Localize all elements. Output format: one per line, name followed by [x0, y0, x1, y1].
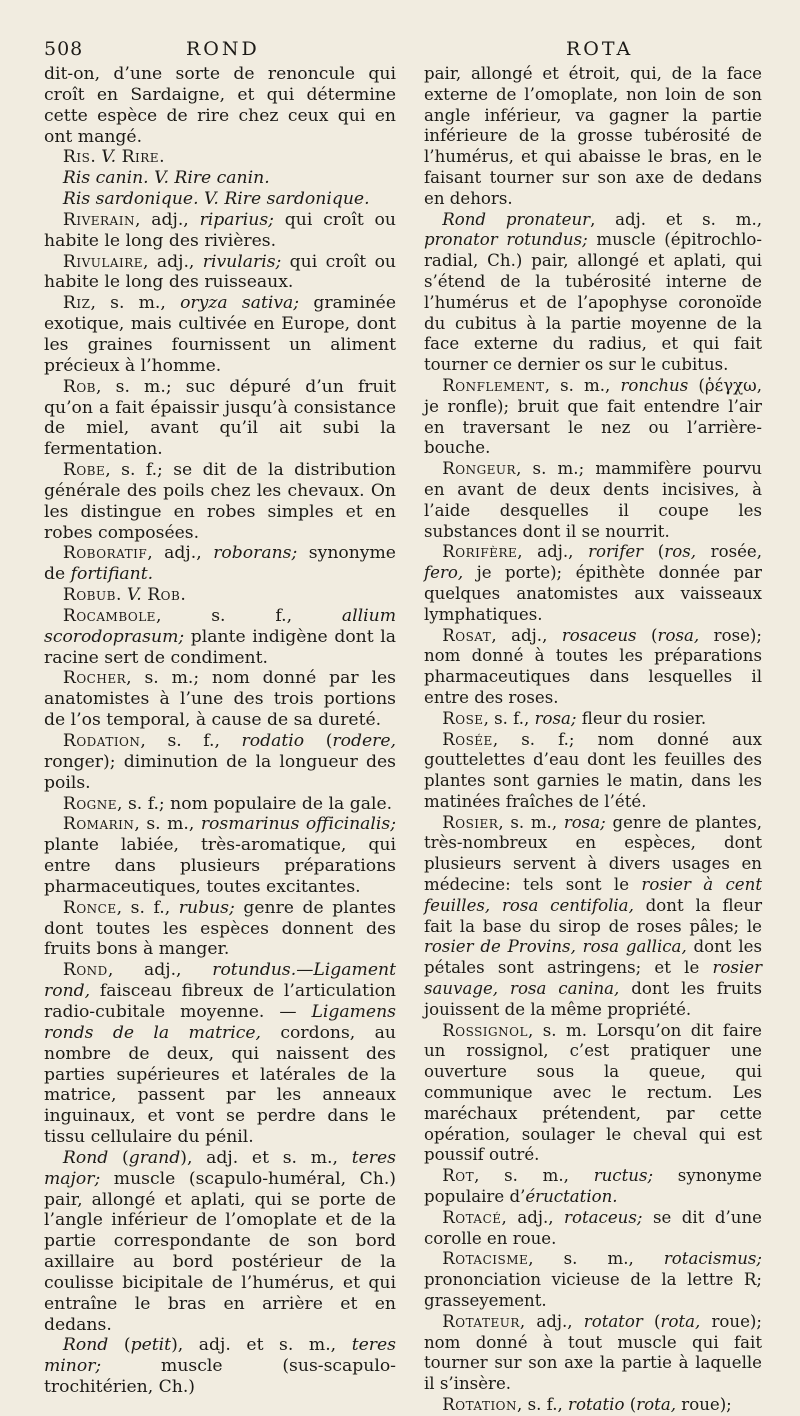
entry-rocher [44, 668, 396, 731]
entry-text: , s. m., [544, 375, 621, 395]
entry-text: , s. f., [517, 1395, 569, 1414]
entry-text: , adj., [501, 1207, 565, 1227]
entry-text: dit-on, d’une sorte de renoncule qui croît en Sardaigne, et qui détermine cette espèce de rire chez ceux qui en ont mangé. [44, 64, 396, 147]
entry-rorifere [424, 542, 762, 625]
entry-text: , adj., [134, 209, 200, 230]
italic-text: petit [130, 1335, 172, 1356]
headword: Robe [62, 460, 106, 481]
entry-text: muscle (scapulo-huméral, Ch.) pair, allongé et aplati, qui se porte de l’angle inférieur de l’omoplate et de la partie correspondante de son bord axillaire au bord postérieur de la coulisse bicipitale de l’humérus, et qui entraîne le bras en arrière et en dedans. [44, 1168, 396, 1335]
entry-text: rose); nom donné à toutes les préparations pharmaceutiques dans lesquelles il entre des roses. [424, 625, 762, 707]
left-column [44, 64, 396, 1398]
entry-text: , adj., [107, 960, 213, 981]
italic-text: rotundus.—Ligament rond, [44, 960, 396, 1002]
entry-text: , s. m., [528, 1249, 664, 1269]
italic-text: Rond [62, 1335, 109, 1356]
left-running-head: ROND [186, 38, 260, 60]
italic-text: fortifiant. [70, 564, 154, 585]
headword: Rorifère [442, 542, 518, 562]
entry-ris [44, 147, 396, 168]
entry-rotacisme [424, 1249, 762, 1311]
entry-text: je porte); épithète donnée par quelques anatomistes aux vaisseaux lymphatiques. [424, 563, 762, 624]
entry-text: graminée exotique, mais cultivée en Europe, dont les graines fournissent un aliment précieux à l’homme. [44, 293, 396, 376]
italic-text: rota, [660, 1311, 701, 1331]
italic-text: rodatio [241, 731, 305, 751]
entry-cont [424, 64, 762, 210]
entry-text: dont les pétales sont astringens; et le [424, 937, 762, 978]
headword: Rob [62, 376, 97, 397]
italic-text: rosmarinus officinalis; [200, 814, 396, 835]
entry-ris-sardonique [44, 189, 396, 210]
italic-text: Rond pronateur [442, 209, 591, 229]
entry-text: , s. m.; suc dépuré d’un fruit qu’on a fait épaissir jusqu’à consistance de miel, avant qu’il ait subi la fermentation. [44, 376, 396, 460]
entry-text: , s. f.; nom populaire de la gale. [117, 793, 393, 814]
italic-text: V. [126, 585, 142, 606]
italic-text: rorifer [588, 542, 644, 562]
headword: Rire [121, 147, 160, 168]
headword: Rot [442, 1166, 475, 1186]
headword: Rosier [442, 812, 499, 832]
entry-rond-grand [44, 1148, 396, 1336]
entry-text: , s. m., [498, 812, 564, 832]
entry-text: , adj. et s. m., [590, 209, 762, 229]
headword: Robub [62, 585, 116, 606]
page-number: 508 [44, 38, 84, 60]
headword: Rose [442, 708, 484, 728]
running-header [0, 38, 800, 66]
entry-text: ronger); diminution de la longueur des poils. [44, 751, 396, 793]
entry-text: dont les fruits jouissent de la même propriété. [424, 979, 763, 1019]
italic-text: rotaceus; [564, 1207, 643, 1227]
italic-text: allium scorodoprasum; [44, 605, 396, 647]
entry-text: pair, allongé et étroit, qui, de la face externe de l’omoplate, non loin de son angle inférieur, va gagner la partie inférieure de la grosse tubérosité de l’humérus, et qui abaisse le bras, en le faisant tourner sur son axe de dedans en dehors. [424, 64, 762, 208]
italic-text: éructation. [525, 1187, 618, 1207]
entry-text: ), adj. et s. m., [180, 1147, 352, 1168]
italic-text: ronchus [620, 375, 689, 395]
entry-text: muscle (sus-scapulo-trochitérien, Ch.) [44, 1356, 396, 1398]
italic-text: rodere, [332, 731, 396, 751]
headword: Rosée [442, 729, 493, 749]
entry-text: roue); [676, 1395, 732, 1414]
italic-text: rotator [583, 1311, 643, 1331]
entry-text: plante indigène dont la racine sert de condiment. [44, 626, 396, 668]
entry-riz [44, 293, 396, 376]
italic-text: oryza sativa; [180, 293, 300, 314]
entry-ris-canin [44, 168, 396, 189]
italic-text: ructus; [593, 1166, 654, 1186]
headword: Rossignol [442, 1020, 528, 1040]
entry-rossignol [424, 1021, 762, 1167]
headword: Ris [62, 147, 91, 168]
entry-riverain [44, 210, 396, 252]
entry-rongeur [424, 459, 762, 542]
headword: Rotacé [442, 1207, 502, 1227]
entry-ronflement [424, 376, 762, 459]
headword: Rosat [442, 625, 492, 645]
entry-text: . [115, 585, 127, 606]
entry-text: . [180, 585, 186, 606]
headword: Rogne [62, 793, 118, 814]
entry-text: ( [108, 1147, 129, 1168]
italic-text: rosier sauvage, rosa canina, [424, 958, 762, 999]
italic-text: rivularis; [202, 251, 282, 272]
entry-text: , s. f., [483, 708, 535, 728]
entry-text: , adj., [491, 625, 562, 645]
entry-rosier [424, 813, 762, 1021]
entry-text: , s. m., [474, 1166, 594, 1186]
entry-text: , adj., [143, 251, 203, 272]
entry-rosee [424, 730, 762, 813]
entry-text: ( [642, 1311, 661, 1331]
italic-text: V. [101, 147, 117, 168]
italic-text: rosa; [534, 708, 577, 728]
entry-text: , s. f., [155, 605, 342, 626]
entry-text: (ῥέγχω, je ronfle); bruit que fait entendre l’air en traversant le nez ou l’arrière-bouche. [424, 375, 762, 458]
entry-cont [44, 64, 396, 147]
entry-text: ( [304, 731, 333, 751]
headword: Rodation [62, 731, 141, 751]
entry-text: muscle (épitrochlo-radial, Ch.) pair, allongé et aplati, qui s’étend de la tubérosité interne de l’humérus et de l’apophyse coronoïde du cubitus à la partie moyenne de la face externe du radius, et qui fait tourner ce dernier os sur le cubitus. [424, 230, 763, 375]
italic-text: teres minor; [44, 1335, 396, 1377]
entry-text: , s. f., [140, 731, 242, 751]
entry-text: . [90, 147, 102, 168]
entry-text: synonyme populaire d’ [424, 1166, 762, 1207]
italic-text: teres major; [44, 1147, 396, 1189]
entry-text: rosée, [695, 542, 762, 562]
headword: Riz [62, 293, 91, 314]
entry-rotace [424, 1208, 762, 1250]
entry-roboratif [44, 543, 396, 585]
entry-romarin [44, 814, 396, 897]
entry-text: roue); nom donné à tout muscle qui fait tourner sur son axe la partie à laquelle il s’insère. [424, 1311, 762, 1394]
entry-rocambole [44, 606, 396, 669]
entry-text: , s. m.; mammifère pourvu en avant de deux dents incisives, à l’aide desquelles il coupe les substances dont il se nourrit. [424, 459, 762, 541]
headword: Rocher [62, 668, 127, 689]
italic-text: grand [128, 1147, 181, 1168]
entry-rond-pronateur [424, 210, 762, 376]
italic-text: riparius; [199, 209, 274, 230]
headword: Rotateur [442, 1311, 520, 1331]
italic-text: rota, [636, 1395, 676, 1414]
entry-text: qui croît ou habite le long des rivières. [44, 209, 396, 251]
italic-text: rosa, [657, 625, 700, 645]
entry-text: , s. f., [116, 897, 179, 918]
italic-text: pronator rotundus; [424, 230, 588, 250]
entry-text: ( [643, 542, 665, 562]
italic-text: rosier de Provins, rosa gallica, [424, 937, 687, 957]
entry-text: , adj., [517, 542, 589, 562]
italic-text: Ligamens ronds de la matrice, [44, 1001, 396, 1043]
entry-text: , s. f.; nom donné aux gouttelettes d’eau dont les feuilles des plantes sont garnies le matin, dans les matinées fraîches de l’été. [424, 729, 762, 811]
italic-text: rubus; [178, 897, 235, 918]
entry-text: , s. m.; nom donné par les anatomistes à l’une des trois portions de l’os temporal, à cause de sa dureté. [44, 668, 396, 731]
headword: Rob [147, 585, 181, 606]
entry-rotation [424, 1395, 762, 1416]
entry-text: ( [108, 1335, 131, 1356]
right-column [424, 64, 762, 1416]
entry-rodation [44, 731, 396, 794]
entry-rot [424, 1166, 762, 1208]
headword: Ronce [62, 897, 117, 918]
entry-text: ), adj. et s. m., [171, 1335, 352, 1356]
entry-text: plante labiée, très-aromatique, qui entre dans plusieurs préparations pharmaceutiques, toutes excitantes. [44, 835, 396, 897]
right-running-head: ROTA [566, 38, 634, 60]
entry-rosat [424, 626, 762, 709]
entry-ronce [44, 898, 396, 961]
headword: Riverain [62, 209, 135, 230]
entry-robub [44, 585, 396, 606]
entry-text: cordons, au nombre de deux, qui naissent des parties supérieures et latérales de la matrice, passent par les anneaux inguinaux, et vont se perdre dans le tissu cellulaire du pénil. [44, 1022, 396, 1148]
italic-text: ros, [664, 542, 696, 562]
headword: Romarin [62, 814, 135, 835]
italic-text: fero, [424, 563, 464, 583]
entry-text: , s. m., [90, 293, 181, 314]
entry-text: , s. f.; se dit de la distribution générale des poils chez les chevaux. On les distingue en robes simples et en robes composées. [44, 460, 396, 543]
italic-text: rosa; [563, 812, 606, 832]
entry-text: se dit d’une corolle en roue. [424, 1207, 762, 1248]
entry-rotateur [424, 1312, 762, 1395]
entry-rond [44, 960, 396, 1148]
italic-text: rotatio [568, 1395, 625, 1414]
entry-text: , s. m., [134, 814, 201, 835]
entry-text: , s. m. Lorsqu’on dit faire un rossignol, c’est pratiquer une ouverture sous la queue, qui communique avec le rectum. Les maréchaux prétendent, par cette opération, soulager le cheval qui est poussif outré. [424, 1020, 762, 1165]
entry-text: , adj., [147, 543, 214, 564]
entry-text: genre de plantes dont toutes les espèces donnent des fruits bons à manger. [44, 897, 396, 960]
headword: Rond [62, 960, 108, 981]
entry-text: genre de plantes, très-nombreux en espèces, dont plusieurs servent à divers usages en médecine: tels sont le [424, 812, 762, 895]
entry-text: ( [636, 625, 658, 645]
entry-rond-petit [44, 1335, 396, 1398]
entry-rose [424, 709, 762, 730]
headword: Rotation [442, 1395, 518, 1414]
entry-text: dont la fleur fait la base du sirop de roses pâles; le [424, 895, 762, 936]
italic-text: Rond [62, 1147, 109, 1168]
headword: Ronflement [442, 375, 545, 395]
entry-text: synonyme de [44, 543, 396, 585]
entry-robe [44, 460, 396, 543]
entry-rogne [44, 794, 396, 815]
italic-text: rosaceus [561, 625, 637, 645]
italic-text: Ris sardonique. V. Rire sardonique. [62, 189, 370, 210]
italic-text: Ris canin. V. Rire canin. [62, 168, 270, 189]
entry-text: fleur du rosier. [576, 708, 707, 728]
entry-rob [44, 377, 396, 460]
entry-text: ( [624, 1395, 637, 1414]
headword: Rocambole [62, 605, 156, 626]
entry-text: prononciation vicieuse de la lettre R; grasseyement. [424, 1270, 762, 1311]
headword: Rongeur [442, 459, 517, 479]
headword: Rotacisme [442, 1249, 529, 1269]
entry-text: faisceau fibreux de l’articulation radio-cubitale moyenne. — [44, 981, 396, 1022]
italic-text: roborans; [213, 543, 298, 564]
entry-rivulaire [44, 252, 396, 294]
italic-text: rotacismus; [663, 1249, 762, 1269]
entry-text: . [159, 147, 165, 168]
italic-text: rosier à cent feuilles, rosa centifolia, [424, 875, 762, 915]
entry-text: , adj., [519, 1311, 584, 1331]
headword: Roboratif [62, 543, 148, 564]
headword: Rivulaire [62, 251, 144, 272]
entry-text: qui croît ou habite le long des ruisseaux. [44, 251, 396, 293]
